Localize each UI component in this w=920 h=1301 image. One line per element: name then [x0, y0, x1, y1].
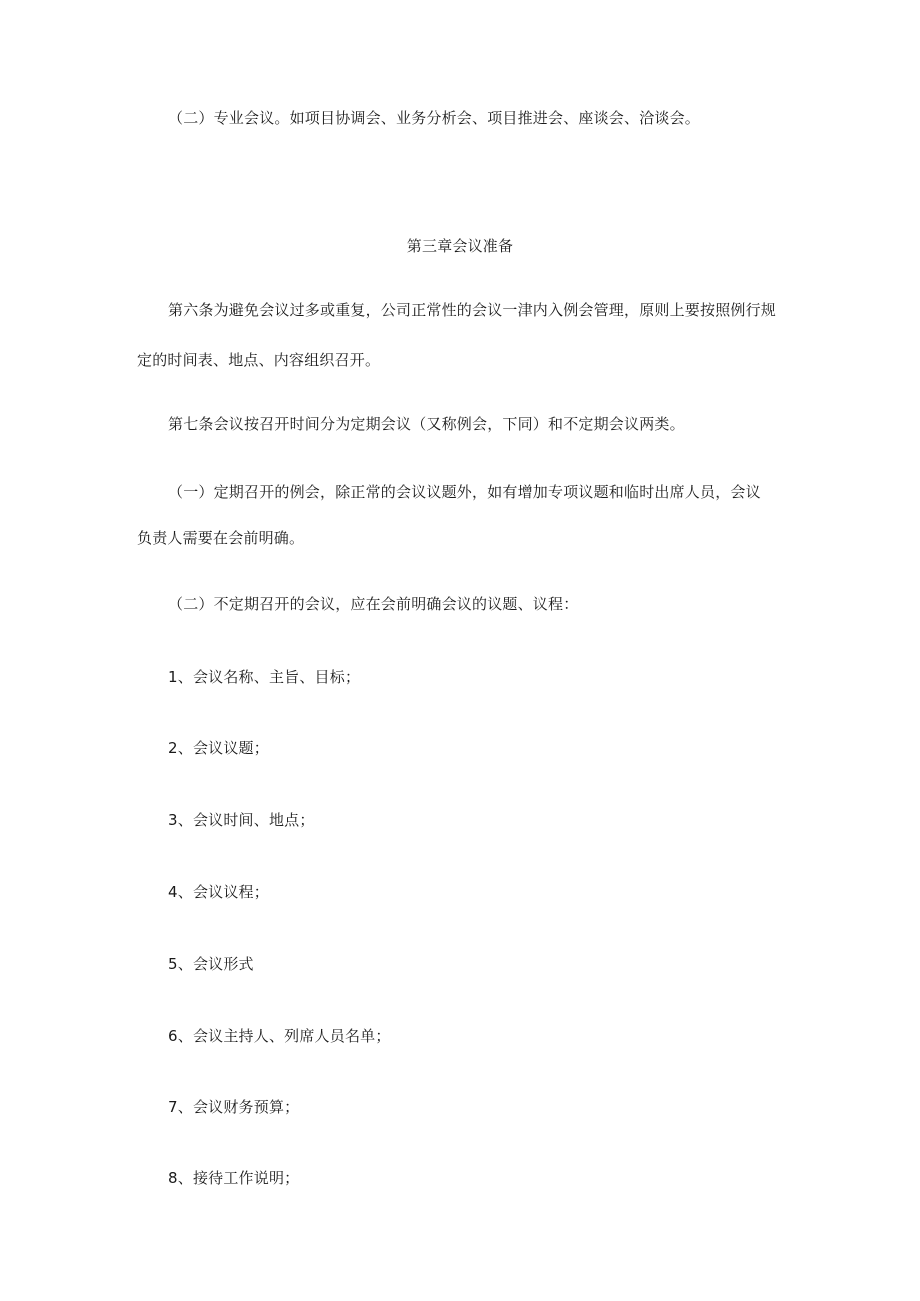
item-1-line-2: 负责人需要在会前明确。 — [137, 529, 305, 547]
list-item: 8、接待工作说明； — [168, 1169, 300, 1187]
item-1-line-1: （一）定期召开的例会，除正常的会议议题外，如有增加专项议题和临时出席人员，会议 — [168, 483, 761, 501]
article-6-line-2: 定的时间表、地点、内容组织召开。 — [137, 351, 381, 369]
item-2: （二）不定期召开的会议，应在会前明确会议的议题、议程： — [168, 595, 579, 613]
article-7: 第七条会议按召开时间分为定期会议（又称例会，下同）和不定期会议两类。 — [168, 415, 685, 433]
list-item: 3、会议时间、地点； — [168, 811, 315, 829]
paragraph-special-meeting: （二）专业会议。如项目协调会、业务分析会、项目推进会、座谈会、洽谈会。 — [168, 109, 701, 127]
list-item: 7、会议财务预算； — [168, 1098, 300, 1116]
list-item: 6、会议主持人、列席人员名单； — [168, 1027, 391, 1045]
list-item: 4、会议议程； — [168, 883, 269, 901]
list-item: 5、会议形式 — [168, 955, 254, 973]
article-6-line-1: 第六条为避免会议过多或重复，公司正常性的会议一津内入例会管理，原则上要按照例行规 — [168, 301, 777, 319]
chapter-title: 第三章会议准备 — [406, 237, 514, 255]
list-item: 1、会议名称、主旨、目标； — [168, 668, 361, 686]
list-item: 2、会议议题； — [168, 739, 269, 757]
